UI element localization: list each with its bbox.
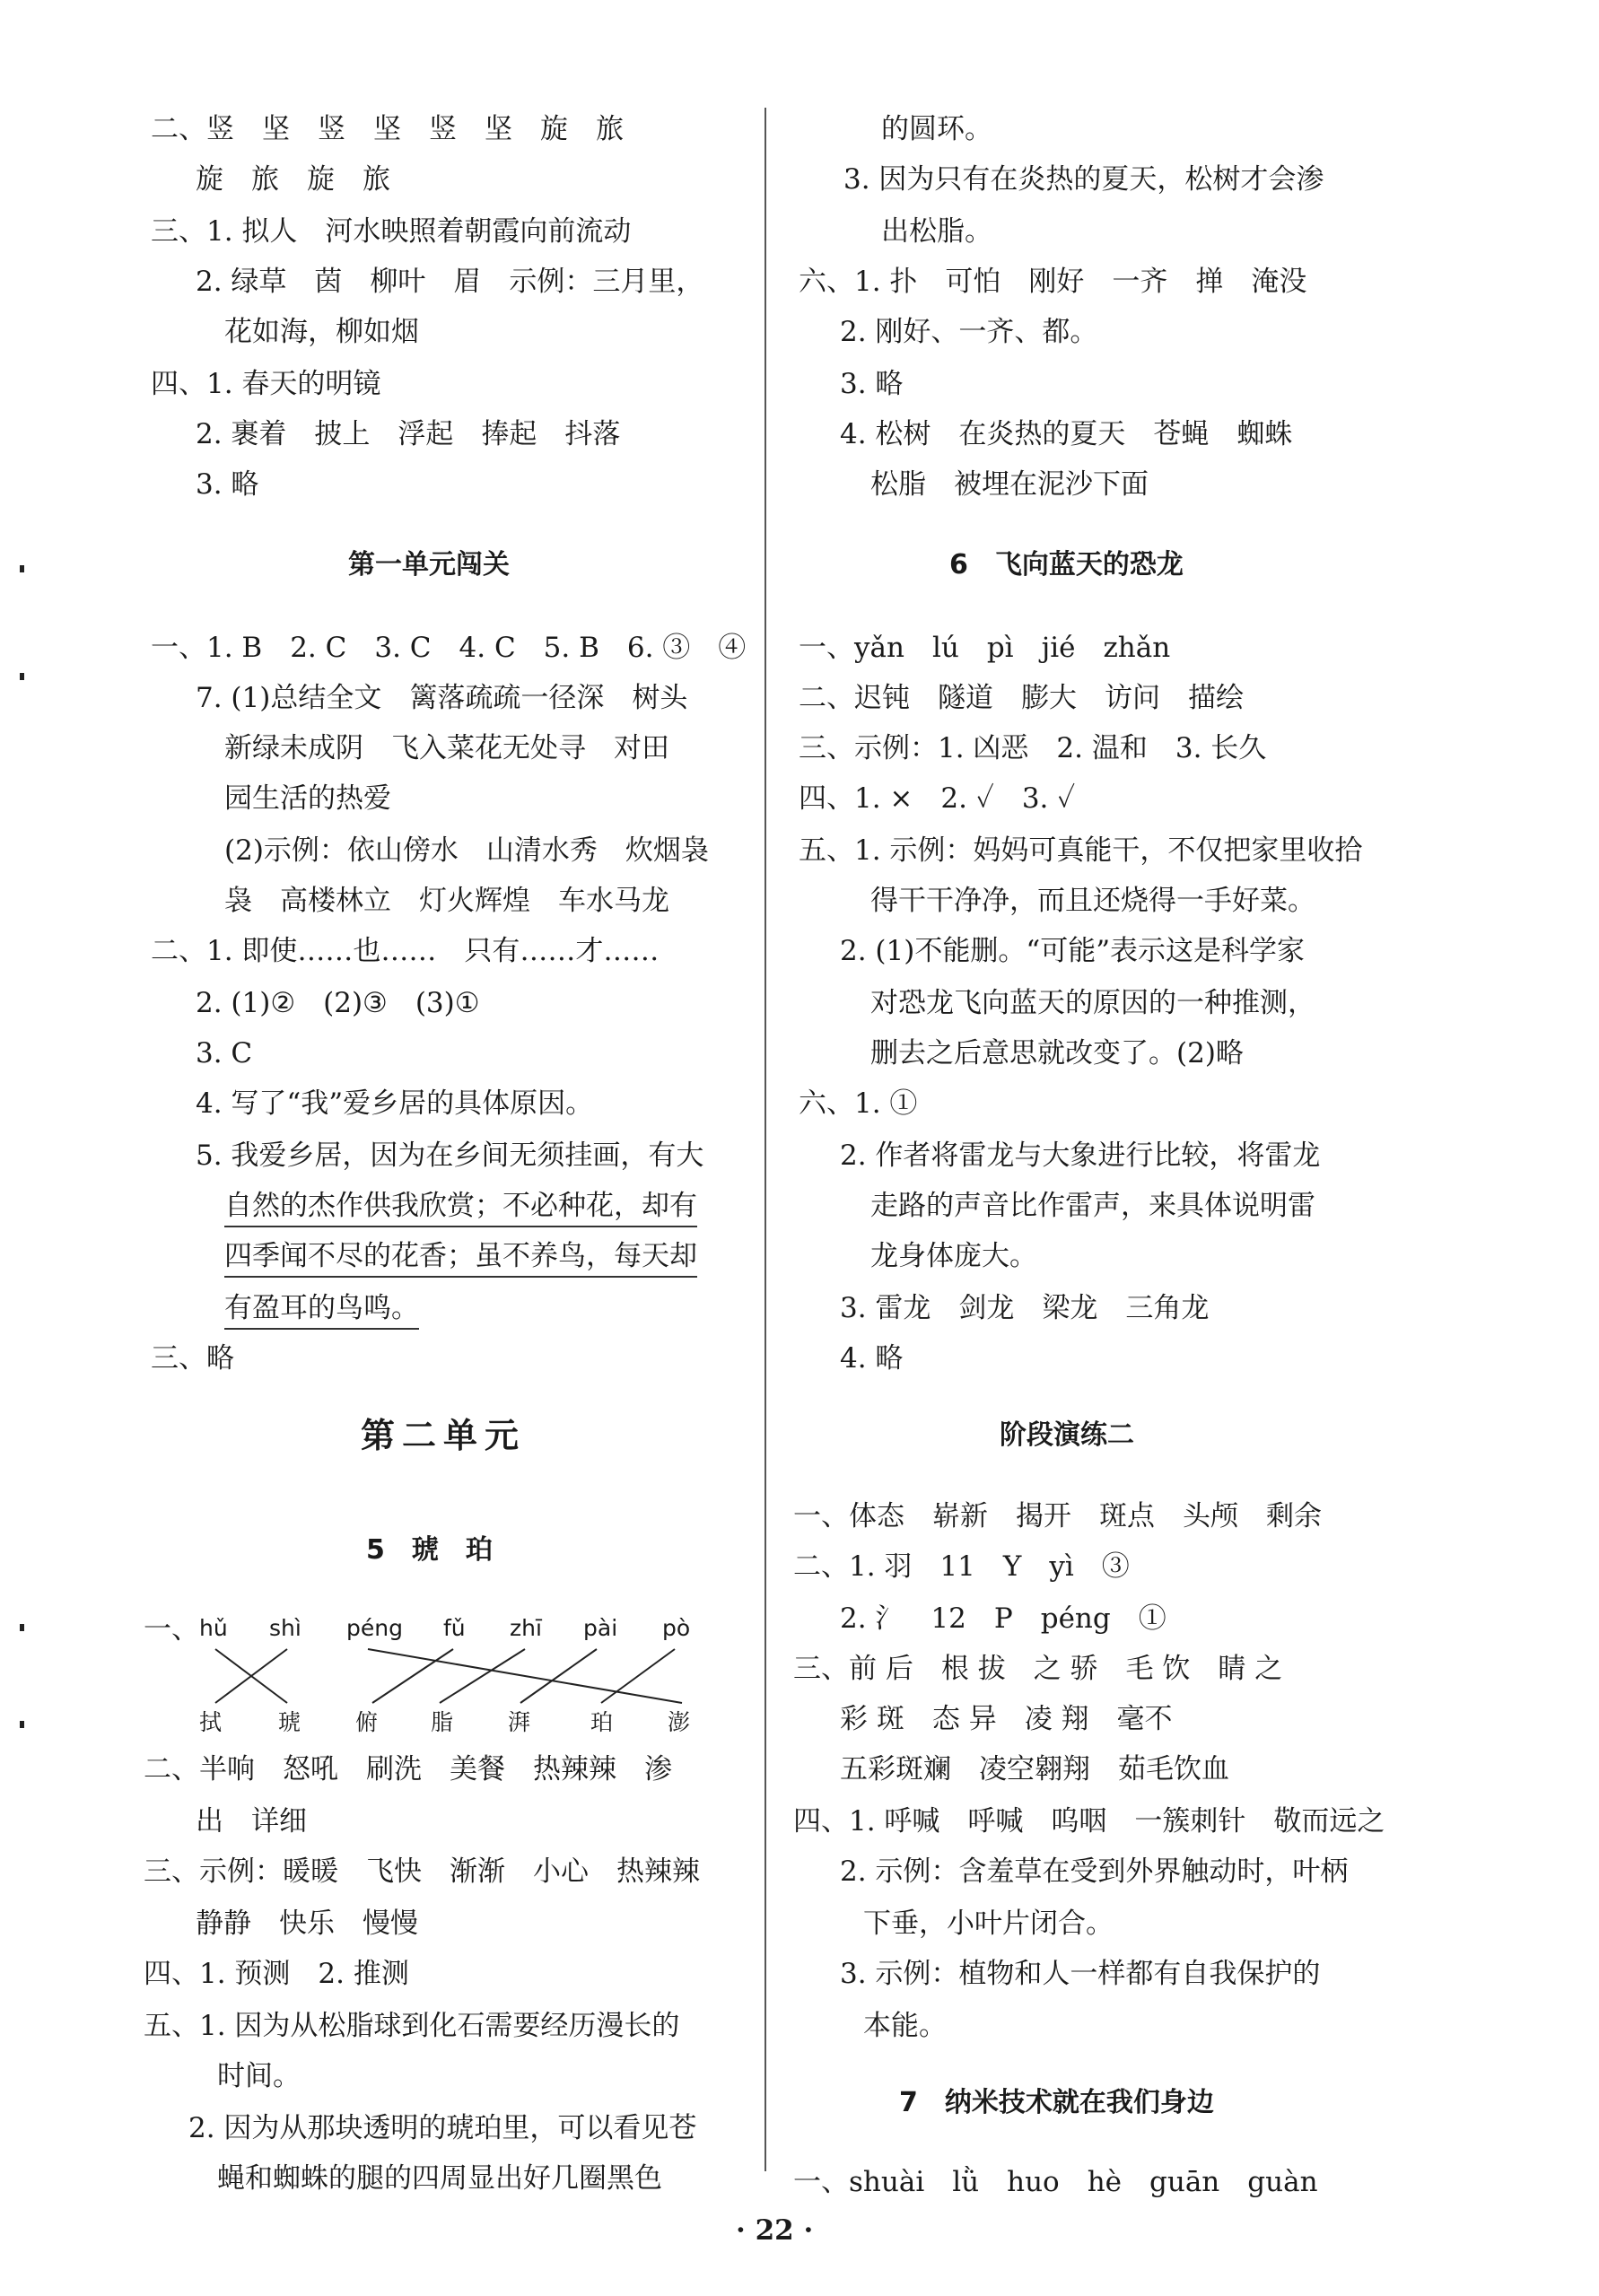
text-line: 出 详细 [196, 1805, 307, 1838]
text-line: 三、前 后 根 拔 之 骄 毛 饮 睛 之 [793, 1653, 1283, 1685]
text-line: 六、1. 扑 可怕 刚好 一齐 掸 淹没 [799, 266, 1307, 298]
match-line [368, 1649, 682, 1703]
text-line: 时间。 [217, 2060, 301, 2092]
text-line: 一、1. B 2. C 3. C 4. C 5. B 6. ③ ④ [151, 632, 747, 664]
match-char: 澎 [668, 1709, 691, 1735]
text-line: 7. (1)总结全文 篱落疏疏一径深 树头 [196, 682, 688, 714]
page-number: · 22 · [736, 2214, 814, 2247]
text-line: 一、体态 崭新 揭开 斑点 头颅 剩余 [793, 1500, 1322, 1532]
match-char: 珀 [590, 1709, 614, 1735]
text-line: 四、1. 呼喊 呼喊 呜咽 一簇刺针 敬而远之 [793, 1805, 1385, 1838]
text-line: 二、迟钝 隧道 膨大 访问 描绘 [799, 682, 1244, 714]
text-line: 对恐龙飞向蓝天的原因的一种推测， [870, 987, 1315, 1019]
text-line: 下垂，小叶片闭合。 [863, 1908, 1114, 1940]
pinyin-label: hǔ [199, 1615, 228, 1641]
text-line: 一、yǎn lú pì jié zhǎn [799, 632, 1171, 664]
lesson-heading: 5 琥 珀 [366, 1534, 493, 1566]
text-line: 四、1. 春天的明镜 [151, 368, 381, 400]
match-line [440, 1649, 525, 1703]
text-line: 5. 我爱乡居，因为在乡间无须挂画，有大 [196, 1139, 704, 1172]
text-line: 的圆环。 [881, 113, 992, 145]
text-line: (2)示例：依山傍水 山清水秀 炊烟袅 [224, 834, 709, 867]
match-char: 俯 [355, 1709, 379, 1735]
text-line: 2. 绿草 茵 柳叶 眉 示例：三月里， [196, 266, 704, 298]
text-line: 彩 斑 态 异 凌 翔 毫不 [840, 1703, 1173, 1735]
text-line: 旋 旅 旋 旅 [196, 163, 390, 196]
text-line: 2. 氵 12 P péng ① [840, 1602, 1166, 1635]
lesson-heading: 6 飞向蓝天的恐龙 [949, 549, 1184, 581]
text-line: 4. 松树 在炎热的夏天 苍蝇 蜘蛛 [840, 418, 1293, 450]
text-line: 删去之后意思就改变了。(2)略 [870, 1037, 1244, 1069]
text-line: 3. 示例：植物和人一样都有自我保护的 [840, 1958, 1321, 1990]
match-char: 琥 [278, 1709, 301, 1735]
lesson-heading: 7 纳米技术就在我们身边 [899, 2087, 1214, 2118]
pinyin-label: pò [662, 1615, 691, 1641]
text-line: 2. 裹着 披上 浮起 捧起 抖落 [196, 418, 621, 450]
text-line: 龙身体庞大。 [870, 1240, 1037, 1272]
text-line: 2. 示例：含羞草在受到外界触动时，叶柄 [840, 1855, 1349, 1888]
text-line: 4. 写了“我”爱乡居的具体原因。 [196, 1087, 594, 1120]
section-heading: 第一单元闯关 [348, 549, 510, 581]
text-line: 新绿未成阴 飞入菜花无处寻 对田 [224, 732, 669, 764]
binding-mark [20, 673, 24, 680]
underlined-line: 四季闻不尽的花香；虽不养鸟，每天却 [224, 1238, 697, 1278]
match-char: 拭 [199, 1709, 223, 1735]
text-line: 2. 刚好、一齐、都。 [840, 316, 1098, 348]
unit-heading: 第二单元 [361, 1415, 527, 1455]
text-line: 五、1. 示例：妈妈可真能干，不仅把家里收拾 [799, 834, 1363, 867]
pinyin-label: pài [583, 1615, 618, 1641]
text-line: 3. 雷龙 剑龙 梁龙 三角龙 [840, 1292, 1210, 1324]
text-line: 3. 略 [840, 368, 904, 400]
text-line: 走路的声音比作雷声，来具体说明雷 [870, 1190, 1315, 1222]
text-line: 二、竖 坚 竖 坚 竖 坚 旋 旅 [151, 113, 624, 145]
match-char: 脂 [431, 1709, 454, 1735]
text-line: 出松脂。 [881, 215, 992, 248]
text-line: 三、1. 拟人 河水映照着朝霞向前流动 [151, 215, 632, 248]
matching-lines [0, 0, 763, 2296]
text-line: 2. 因为从那块透明的琥珀里，可以看见苍 [188, 2112, 697, 2144]
pinyin-label: zhī [510, 1615, 542, 1641]
text-line: 四、1. 预测 2. 推测 [144, 1958, 409, 1990]
text-line: 五彩斑斓 凌空翱翔 茹毛饮血 [840, 1753, 1229, 1785]
text-line: 五、1. 因为从松脂球到化石需要经历漫长的 [144, 2010, 680, 2042]
text-line: 二、1. 羽 11 Y yì ③ [793, 1550, 1130, 1583]
match-line [520, 1649, 597, 1703]
pinyin-label: péng [346, 1615, 403, 1641]
match-prefix: 一、 [144, 1613, 199, 1646]
binding-mark [20, 1721, 24, 1728]
text-line: 一、shuài lǜ huo hè guān guàn [793, 2166, 1318, 2198]
text-line: 本能。 [863, 2010, 947, 2042]
text-line: 松脂 被埋在泥沙下面 [870, 468, 1149, 501]
text-line: 4. 略 [840, 1342, 904, 1375]
binding-mark [20, 565, 24, 572]
text-line: 3. 略 [196, 468, 259, 501]
section-heading: 阶段演练二 [1000, 1419, 1134, 1451]
text-line: 3. C [196, 1037, 253, 1069]
text-line: 四、1. × 2. ✓ 3. ✓ [799, 782, 1076, 815]
column-divider [765, 108, 766, 2171]
text-line: 2. (1)② (2)③ (3)① [196, 987, 480, 1019]
text-line: 3. 因为只有在炎热的夏天，松树才会渗 [843, 163, 1324, 196]
text-line: 2. (1)不能删。“可能”表示这是科学家 [840, 935, 1306, 967]
text-line: 静静 快乐 慢慢 [196, 1908, 418, 1940]
text-line: 2. 作者将雷龙与大象进行比较，将雷龙 [840, 1139, 1321, 1172]
text-line: 蝇和蜘蛛的腿的四周显出好几圈黑色 [217, 2162, 662, 2195]
text-line: 三、略 [151, 1342, 234, 1375]
binding-mark [20, 1624, 24, 1631]
underlined-line: 有盈耳的鸟鸣。 [224, 1290, 419, 1330]
text-line: 园生活的热爱 [224, 782, 391, 815]
text-line: 三、示例：1. 凶恶 2. 温和 3. 长久 [799, 732, 1267, 764]
text-line: 二、半响 怒吼 刷洗 美餐 热辣辣 渗 [144, 1753, 672, 1785]
text-line: 花如海，柳如烟 [224, 316, 419, 348]
text-line: 六、1. ① [799, 1087, 918, 1120]
text-line: 得干干净净，而且还烧得一手好菜。 [870, 885, 1315, 917]
text-line: 三、示例：暖暖 飞快 渐渐 小心 热辣辣 [144, 1855, 700, 1888]
underlined-line: 自然的杰作供我欣赏；不必种花，却有 [224, 1188, 697, 1227]
pinyin-label: fǔ [443, 1615, 466, 1641]
text-line: 二、1. 即使……也…… 只有……才…… [151, 935, 660, 967]
pinyin-label: shì [269, 1615, 301, 1641]
text-line: 袅 高楼林立 灯火辉煌 车水马龙 [224, 885, 669, 917]
match-char: 湃 [508, 1709, 531, 1735]
